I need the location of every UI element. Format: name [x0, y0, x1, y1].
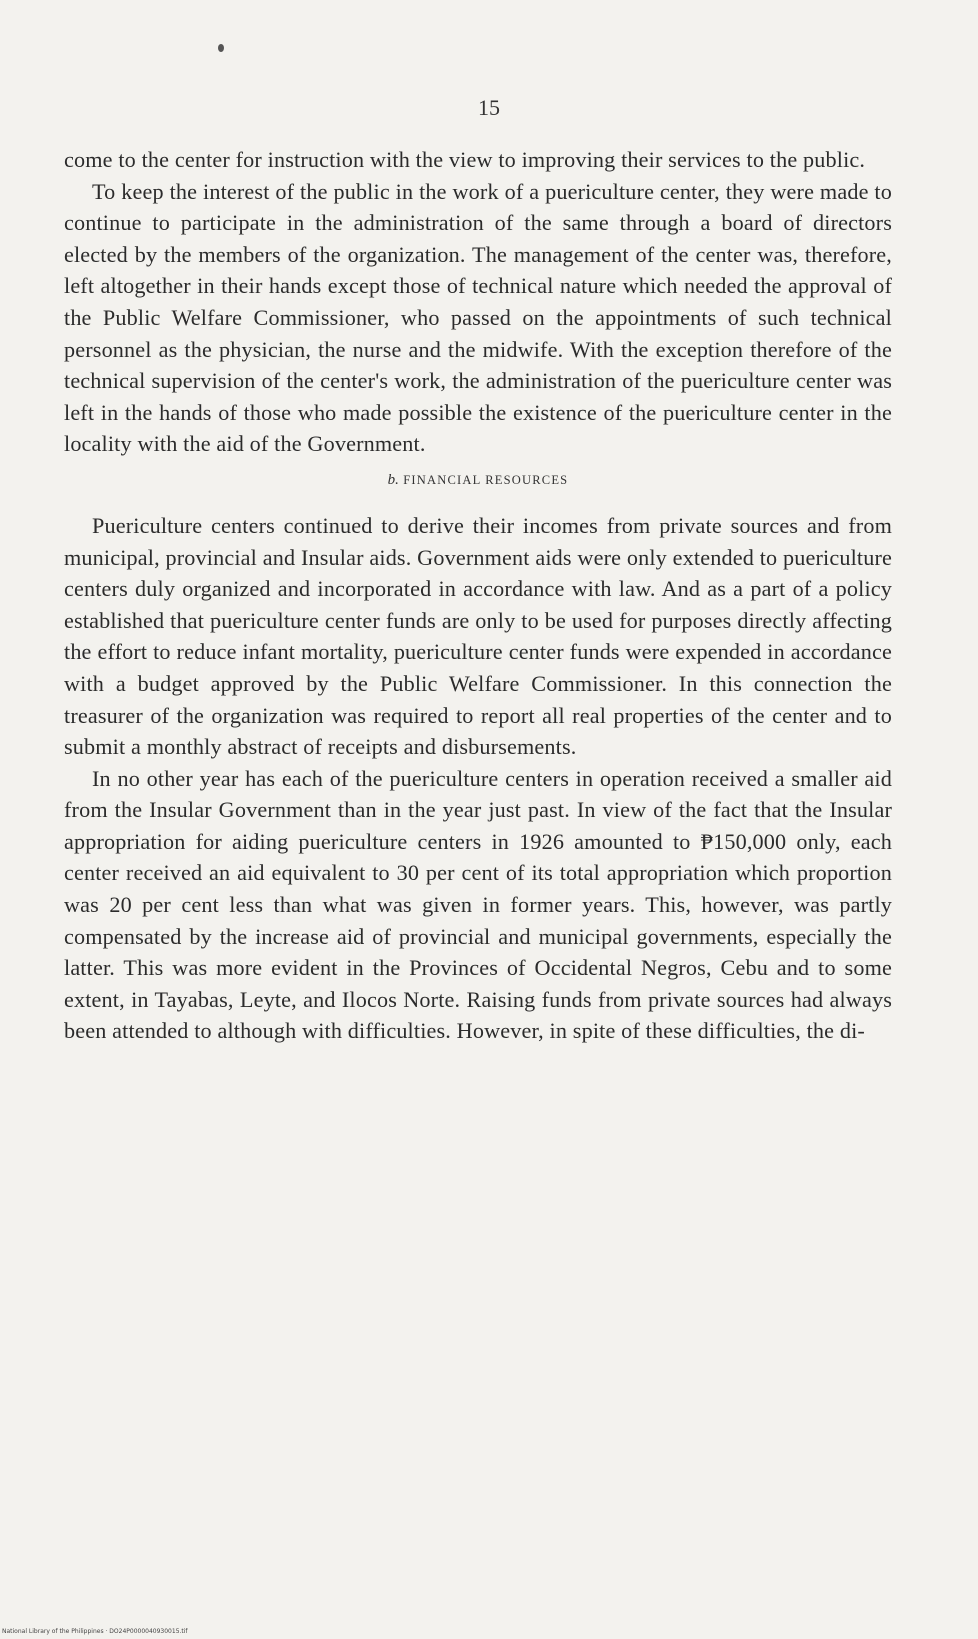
paragraph-administration: To keep the interest of the public in the work of a puericulture center, they were made to continue to participate in the administration of the same through a board of directors elected by the members of the organization. The management of the center was, therefore, left altogether in their hands except those of technical nature which needed the approval of the Public Welfare Commissioner, who passed on the appointments of such technical personnel as the physician, the nurse and the midwife. With the exception therefore of the technical supervision of the center's work, the administration of the puericulture center was left in the hands of those who made possible the existence of the puericulture center in the locality with the aid of the Government.	[64, 178, 892, 457]
page-number: 15	[478, 95, 500, 120]
paragraph-continuation: come to the center for instruction with the view to improving their services to the public.	[64, 147, 866, 172]
section-heading	[64, 470, 892, 490]
section-heading-title: FINANCIAL RESOURCES	[403, 472, 569, 487]
body-text	[64, 144, 892, 1047]
paragraph-insular-aid: In no other year has each of the puericulture centers in operation received a smaller aid from the Insular Government than in the year just past. In view of the fact that the Insular appropriation for aiding puericulture centers in 1926 amounted to ₱150,000 only, each center received an aid equivalent to 30 per cent of its total appropriation which proportion was 20 per cent less than what was given in former years. This, however, was partly compensated by the increase aid of provincial and municipal governments, especially the latter. This was more evident in the Provinces of Occidental Negros, Cebu and to some extent, in Tayabas, Leyte, and Ilocos Norte. Raising funds from private sources had always been attended to although with difficulties. However, in spite of these difficulties, the di-	[64, 765, 892, 1044]
section-heading-letter: b.	[387, 471, 399, 488]
ink-speck	[218, 44, 224, 52]
paragraph-income-sources: Puericulture centers continued to derive their incomes from private sources and from municipal, provincial and Insular aids. Government aids were only extended to puericulture centers duly organized and incorporated in accordance with law. And as a part of a policy established that puericulture center funds are only to be used for purposes directly affecting the effort to reduce infant mortality, puericulture center funds were expended in accordance with a budget approved by the Public Welfare Commissioner. In this connection the treasurer of the organization was required to report all real properties of the center and to submit a monthly abstract of receipts and disbursements.	[64, 512, 892, 760]
scan-credit: National Library of the Philippines · DO24P0000040930015.tif	[2, 1628, 188, 1635]
